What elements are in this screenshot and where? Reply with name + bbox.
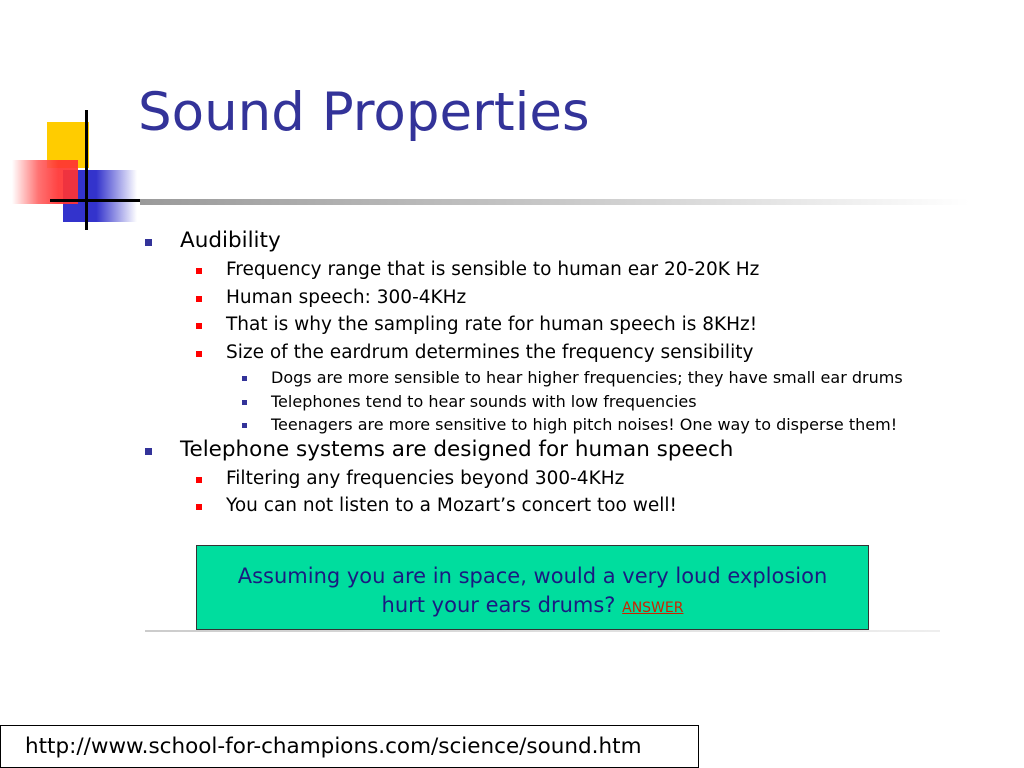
question-callout	[196, 545, 869, 630]
sub-bullet-human-speech: Human speech: 300-4KHz	[145, 284, 985, 312]
bullet-list	[145, 228, 985, 520]
sub-sub-bullet-teenagers: Teenagers are more sensitive to high pitch noises! One way to disperse them!	[145, 413, 985, 437]
sub-bullet-sampling-rate: That is why the sampling rate for human speech is 8KHz!	[145, 311, 985, 339]
sub-bullet-frequency-range: Frequency range that is sensible to human ear 20-20K Hz	[145, 256, 985, 284]
sub-bullet-eardrum-size: Size of the eardrum determines the frequency sensibility	[145, 339, 985, 367]
bottom-divider	[145, 630, 940, 632]
source-url-link[interactable]: http://www.school-for-champions.com/science/sound.htm	[0, 725, 699, 768]
callout-line-1: Assuming you are in space, would a very loud explosion	[237, 564, 828, 588]
logo-vertical-line	[85, 110, 88, 230]
sub-sub-bullet-telephones: Telephones tend to hear sounds with low frequencies	[145, 390, 985, 414]
sub-bullet-filtering: Filtering any frequencies beyond 300-4KHz	[145, 465, 985, 493]
slide-title: Sound Properties	[138, 82, 590, 143]
callout-line-2-wrapper	[197, 591, 868, 623]
logo-horizontal-line	[50, 199, 146, 202]
callout-line-2: hurt your ears drums?	[381, 593, 616, 617]
logo-red-square	[12, 160, 78, 204]
bullet-telephone-systems: Telephone systems are designed for human speech	[145, 437, 985, 463]
slide-logo	[0, 100, 150, 240]
title-divider	[140, 199, 970, 205]
sub-sub-bullet-dogs: Dogs are more sensible to hear higher frequencies; they have small ear drums	[145, 366, 985, 390]
answer-link[interactable]: ANSWER	[622, 600, 684, 616]
sub-bullet-mozart: You can not listen to a Mozart’s concert too well!	[145, 492, 985, 520]
bullet-audibility: Audibility	[145, 228, 985, 254]
